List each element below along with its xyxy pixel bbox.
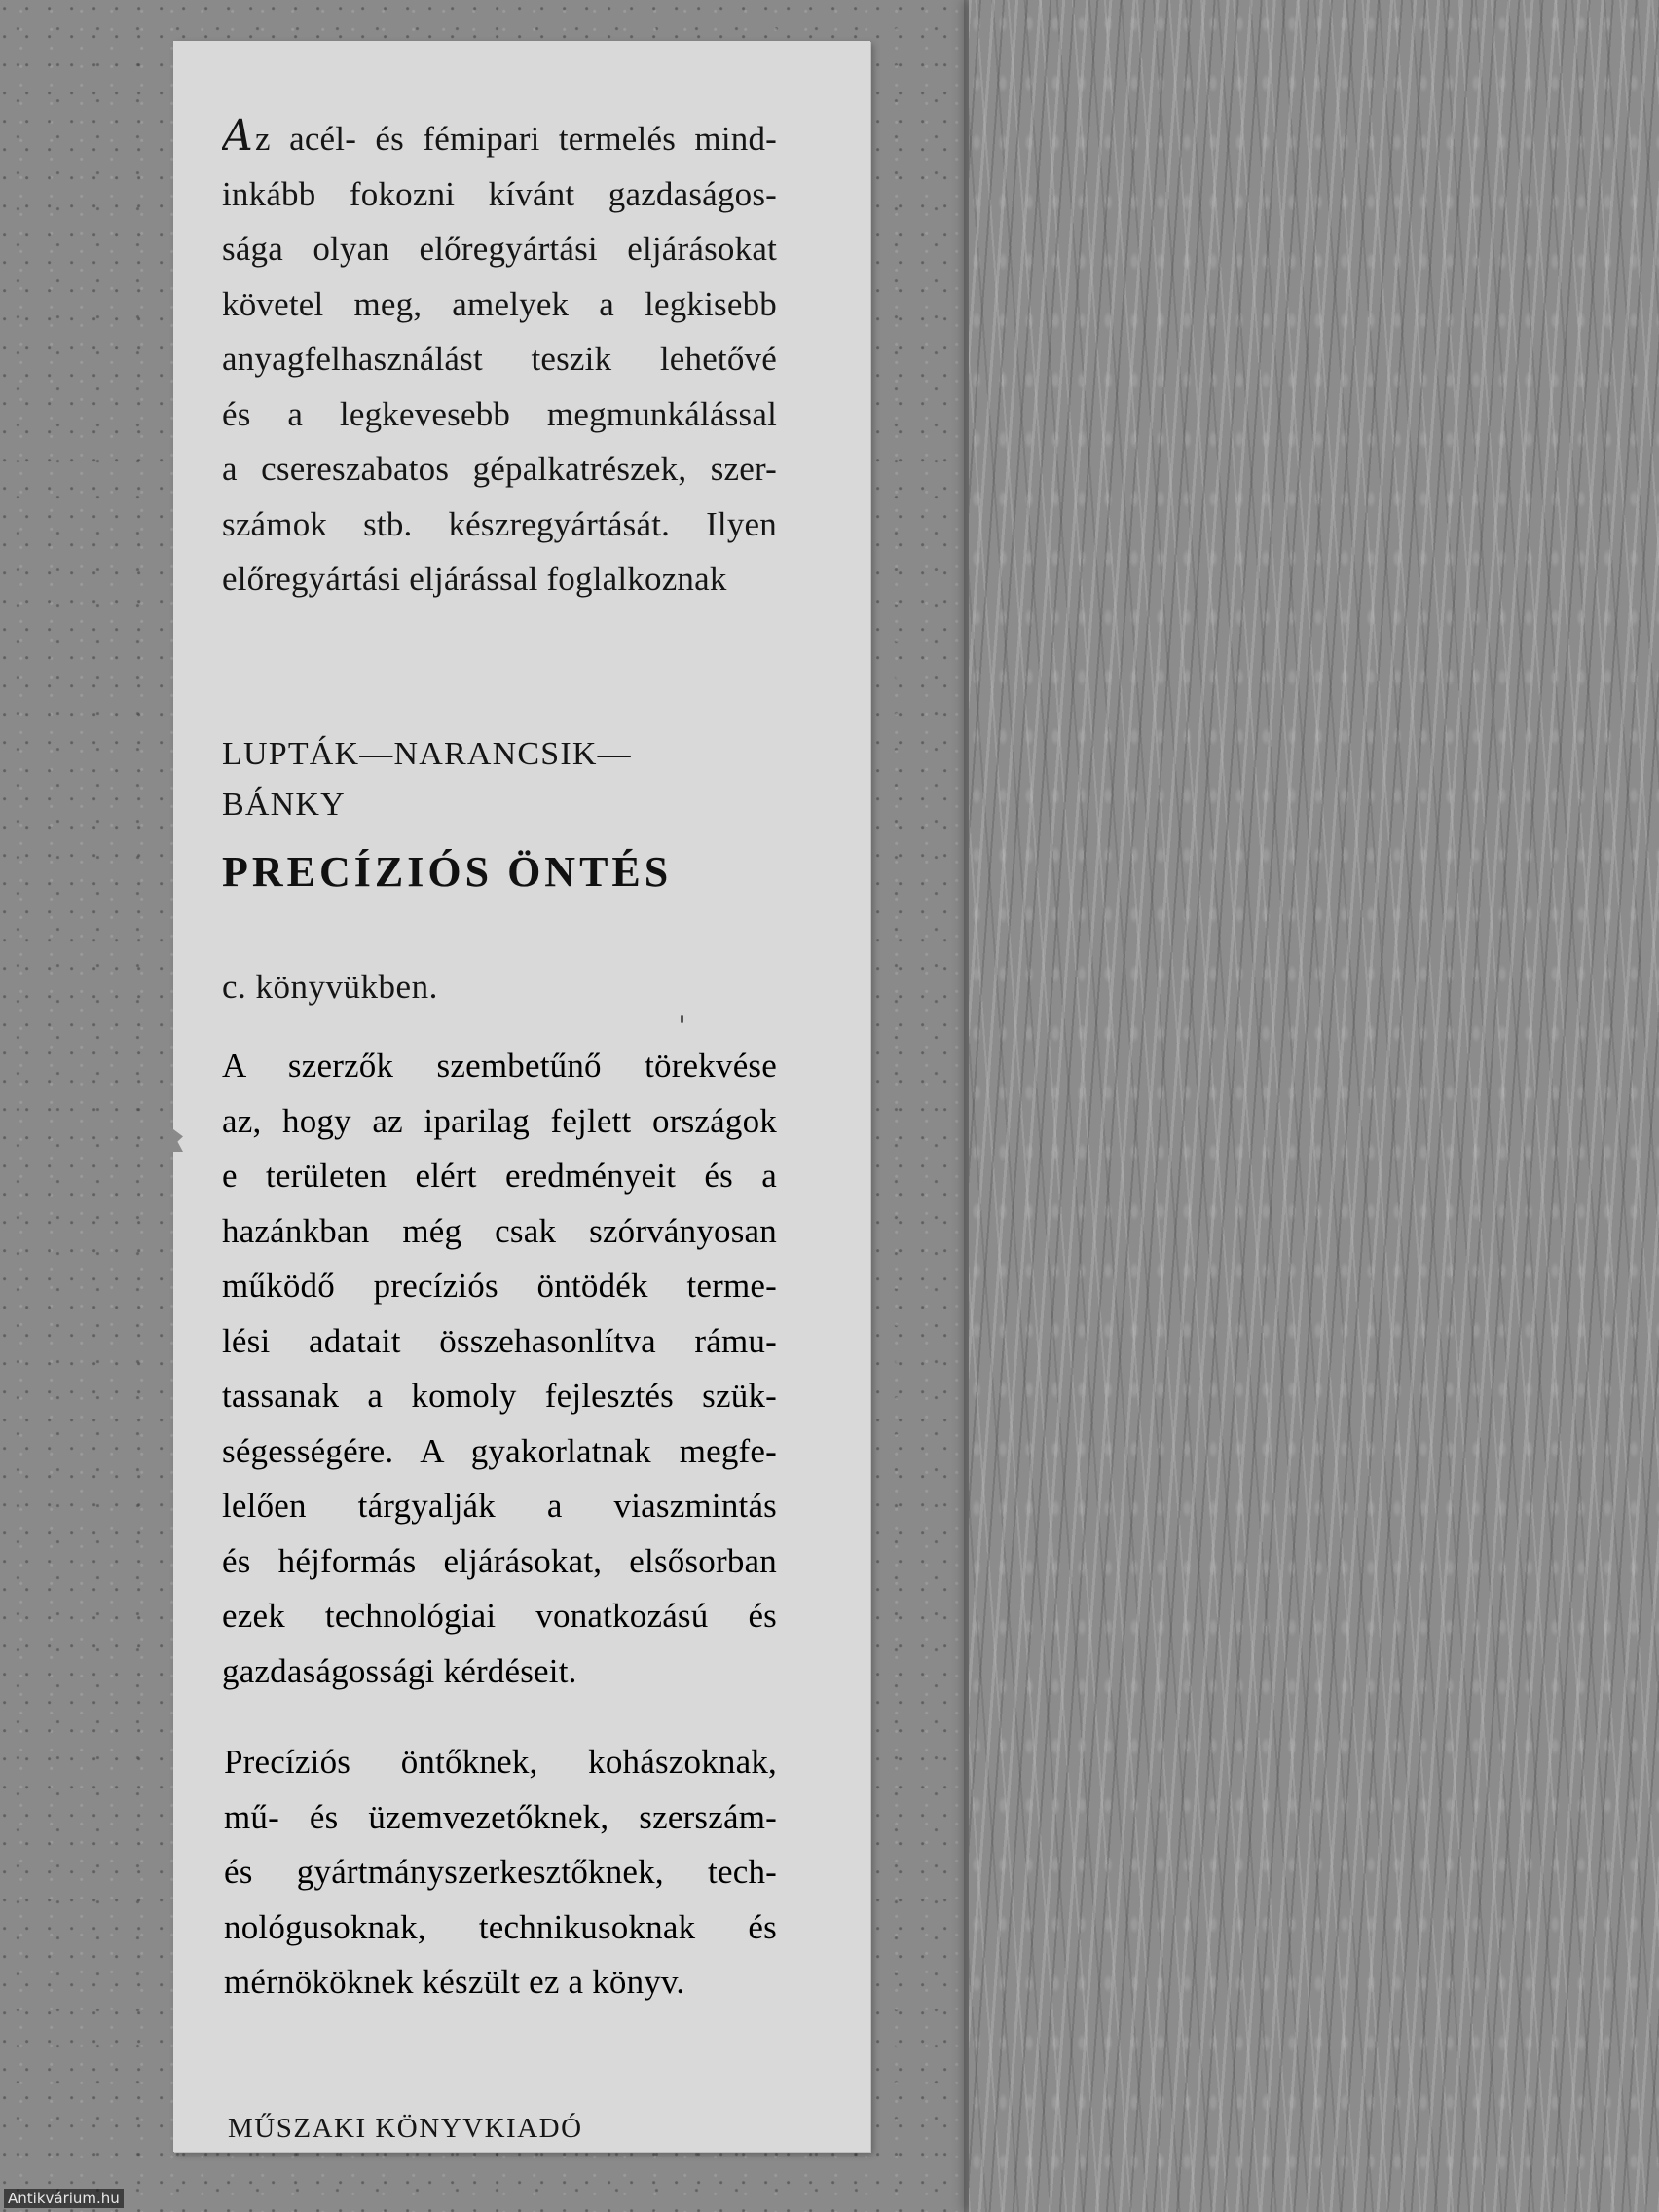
description-paragraph [222,1039,777,1699]
audience-line: nológusoknak, technikusoknak és [224,1907,777,1946]
description-line: gazdaságossági kérdéseit. [222,1651,577,1690]
audience-line: és gyártmányszerkesztőknek, tech- [224,1853,777,1891]
description-line: lelően tárgyalják a viaszmintás [222,1487,777,1525]
intro-line: a csereszabatos gépalkatrészek, szer- [222,450,777,488]
audience-line: mérnököknek készült ez a könyv. [224,1963,685,2001]
intro-line: anyagfelhasználást teszik lehetővé [222,340,777,378]
intro-paragraph [222,109,777,608]
intro-line: sága olyan előregyártási eljárásokat [222,230,777,268]
description-line: tassanak a komoly fejlesztés szük- [222,1377,777,1415]
audience-paragraph [224,1735,777,2010]
description-line: és héjformás eljárásokat, elsősorban [222,1541,777,1580]
intro-line: számok stb. készregyártását. Ilyen [222,504,777,543]
intro-line: inkább fokozni kívánt gazdaságos- [222,174,777,213]
authors-line-1: LUPTÁK—NARANCSIK— [222,736,632,772]
audience-line: Precíziós öntőknek, kohászoknak, [224,1743,777,1781]
intro-line: és a legkevesebb megmunkálással [222,394,777,433]
dropcap: A [222,111,253,161]
intro-line: előregyártási eljárással foglalkoznak [222,560,727,598]
description-line: ezek technológiai vonatkozású és [222,1597,777,1635]
publisher-name: MŰSZAKI KÖNYVKIADÓ [228,2113,583,2144]
slip-tear [169,1126,183,1152]
audience-line: mű- és üzemvezetőknek, szerszám- [224,1797,777,1836]
cover-background-right [969,0,1659,2212]
book-title: PRECÍZIÓS ÖNTÉS [222,848,673,896]
description-line: működő precíziós öntödék terme- [222,1267,777,1305]
authors-line-2: BÁNKY [222,787,346,823]
intro-line: Az acél- és fémipari termelés mind- [222,111,777,161]
description-line: lési adatait összehasonlítva rámu- [222,1321,777,1360]
site-watermark: Antikvárium.hu [4,2189,124,2208]
description-line: A szerzők szembetűnő törekvése [222,1047,777,1085]
intro-line: követel meg, amelyek a legkisebb [222,284,777,323]
description-line: ségességére. A gyakorlatnak megfe- [222,1431,777,1470]
description-line: hazánkban még csak szórványosan [222,1211,777,1250]
in-book-note: c. könyvükben. [222,968,438,1006]
description-line: az, hogy az iparilag fejlett országok [222,1101,777,1140]
paper-speck [681,1015,683,1023]
description-line: e területen elért eredményeit és a [222,1157,777,1195]
publisher-insert-slip [173,41,870,2152]
book-authors [222,729,632,830]
